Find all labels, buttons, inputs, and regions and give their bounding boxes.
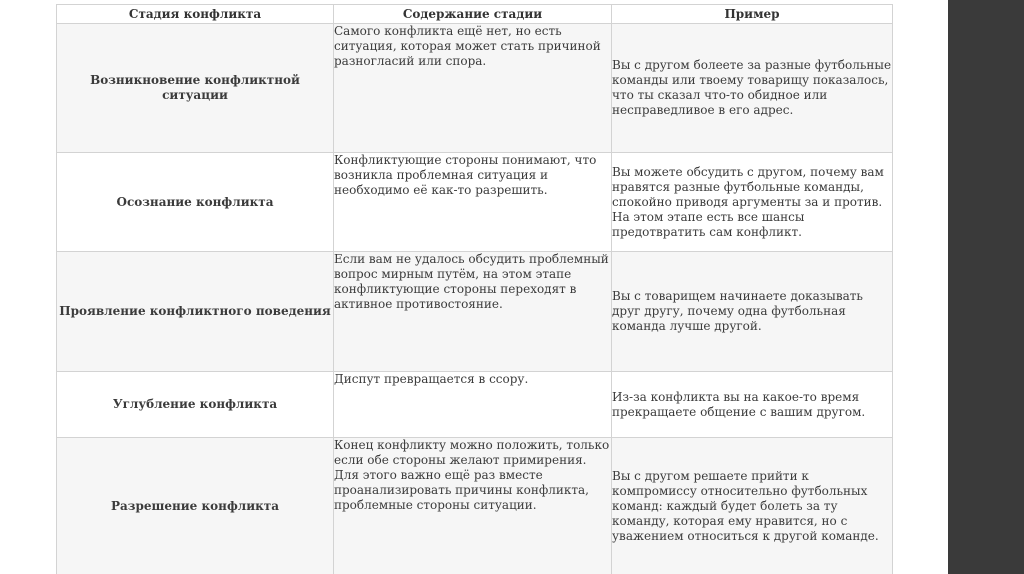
example-cell: Вы с товарищем начинаете доказывать друг другу, почему одна футбольная команда лучше другой.: [612, 252, 893, 372]
table-row: [57, 438, 893, 574]
content-cell: Самого конфликта ещё нет, но есть ситуация, которая может стать причиной разногласий или спора.: [334, 24, 612, 153]
example-cell: Вы можете обсудить с другом, почему вам нравятся разные футбольные команды, спокойно приводя аргументы за и против. На этом этапе есть все шансы предотвратить сам конфликт.: [612, 153, 893, 252]
stage-cell: Осознание конфликта: [57, 153, 334, 252]
stage-cell: Возникновение конфликтной ситуации: [57, 24, 334, 153]
header-example: Пример: [612, 5, 893, 24]
conflict-stages-table: [56, 4, 893, 574]
content-cell: Если вам не удалось обсудить проблемный вопрос мирным путём, на этом этапе конфликтующие стороны переходят в активное противостояние.: [334, 252, 612, 372]
presentation-side-bar: [948, 0, 1024, 574]
header-stage: Стадия конфликта: [57, 5, 334, 24]
table-row: [57, 24, 893, 153]
table-row: [57, 252, 893, 372]
stage-cell: Проявление конфликтного поведения: [57, 252, 334, 372]
example-cell: Вы с другом решаете прийти к компромиссу относительно футбольных команд: каждый будет болеть за ту команду, которая ему нравится, но с уважением относиться к другой команде.: [612, 438, 893, 574]
header-content: Содержание стадии: [334, 5, 612, 24]
content-cell: Конец конфликту можно положить, только если обе стороны желают примирения. Для этого важно ещё раз вместе проанализировать причины конфликта, проблемные стороны ситуации.: [334, 438, 612, 574]
content-cell: Конфликтующие стороны понимают, что возникла проблемная ситуация и необходимо её как-то разрешить.: [334, 153, 612, 252]
example-cell: Вы с другом болеете за разные футбольные команды или твоему товарищу показалось, что ты сказал что-то обидное или несправедливое в его адрес.: [612, 24, 893, 153]
content-cell: Диспут превращается в ссору.: [334, 372, 612, 438]
table-row: [57, 153, 893, 252]
table-row: [57, 372, 893, 438]
stage-cell: Углубление конфликта: [57, 372, 334, 438]
stage-cell: Разрешение конфликта: [57, 438, 334, 574]
table-header-row: [57, 5, 893, 24]
example-cell: Из-за конфликта вы на какое-то время прекращаете общение с вашим другом.: [612, 372, 893, 438]
